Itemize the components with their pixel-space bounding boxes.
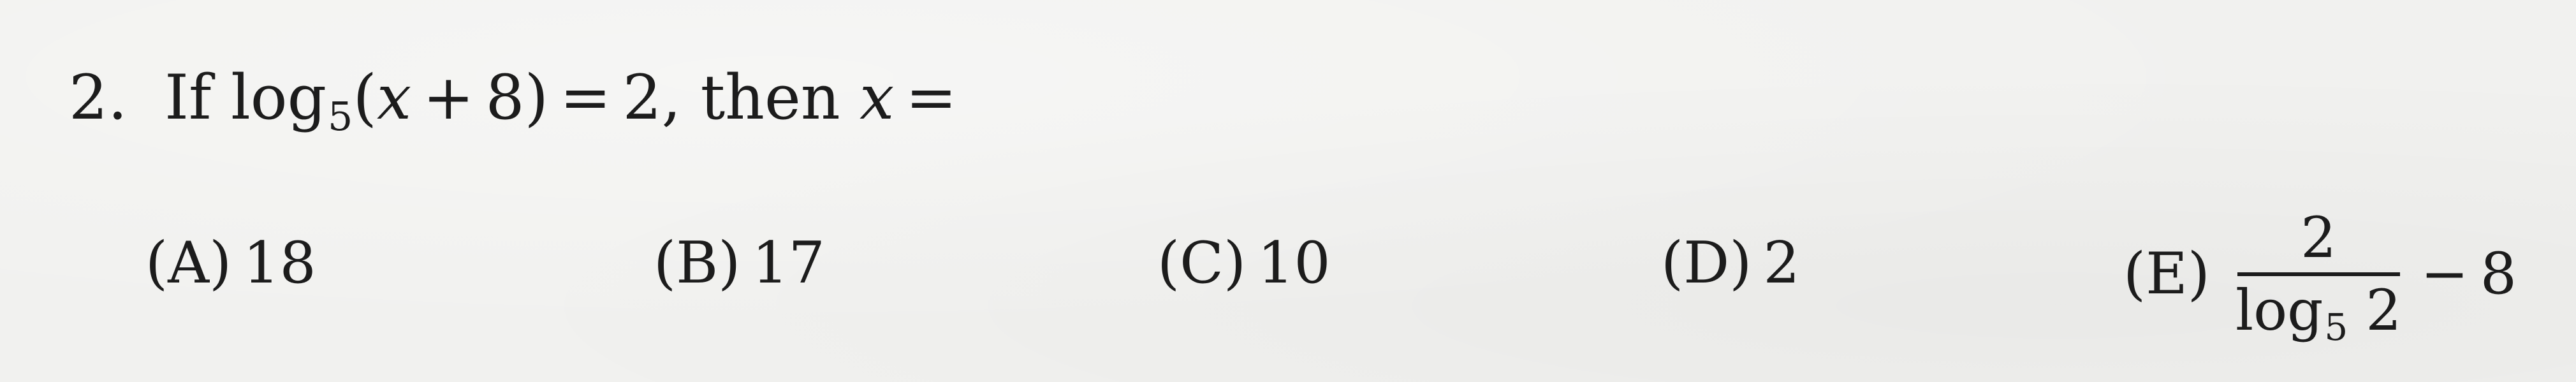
minus-sign: −	[2420, 240, 2469, 307]
denominator-log: log	[2235, 277, 2324, 343]
variable-x: x	[376, 62, 412, 133]
equals-sign-answer: =	[905, 62, 957, 133]
log-function: log5	[231, 62, 353, 140]
choice-letter: (A)	[145, 230, 232, 297]
denominator-argument: 2	[2366, 277, 2402, 343]
choice-letter: (B)	[654, 230, 741, 297]
fraction	[2235, 205, 2402, 349]
plus-sign: +	[423, 62, 474, 133]
log-base: 5	[328, 93, 353, 140]
choice-value: 2	[1763, 230, 1800, 297]
denominator-log-base: 5	[2324, 305, 2348, 349]
open-paren: (	[353, 62, 377, 133]
choice-c[interactable]	[1157, 230, 1331, 297]
constant-eight: 8	[485, 62, 525, 133]
right-hand-side: 2,	[622, 62, 682, 133]
choice-value: 10	[1257, 230, 1331, 297]
question-intro: If	[165, 62, 212, 133]
choice-b[interactable]	[654, 230, 825, 297]
choice-a[interactable]	[145, 230, 316, 297]
question-number: 2.	[69, 62, 128, 133]
close-paren: )	[524, 62, 549, 133]
choice-letter: (D)	[1661, 230, 1752, 297]
choice-constant: 8	[2480, 240, 2517, 307]
variable-x-answer: x	[860, 62, 895, 133]
then-word: then	[700, 62, 840, 133]
choice-letter: (C)	[1157, 230, 1247, 297]
choice-letter: (E)	[2123, 240, 2210, 307]
choice-e[interactable]	[2123, 191, 2517, 357]
choice-d[interactable]	[1661, 230, 1800, 297]
equals-sign: =	[560, 62, 611, 133]
choice-value: 18	[243, 230, 316, 297]
question-stem	[69, 62, 969, 140]
fraction-denominator	[2235, 276, 2402, 349]
choice-value: 17	[752, 230, 825, 297]
fraction-numerator: 2	[2301, 205, 2337, 270]
